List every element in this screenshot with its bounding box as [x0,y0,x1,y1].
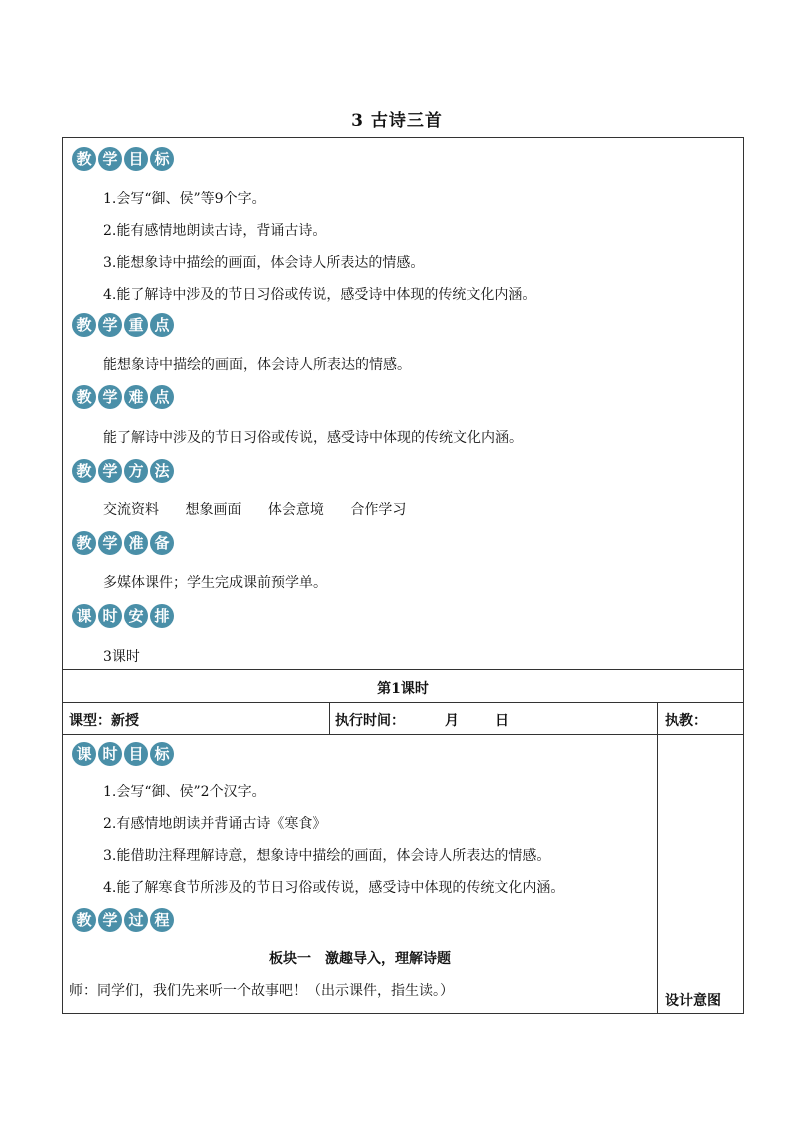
lesson-title: 第1课时 [377,681,429,697]
lesson-type: 课型：新授 [69,713,139,729]
heading-char: 教 [72,531,96,555]
heading-char: 教 [72,385,96,409]
heading-char: 过 [124,908,148,932]
divider [63,734,743,735]
lesson-goal-item: 1.会写“御、侯”2个汉字。 [103,784,266,800]
heading-char: 学 [98,908,122,932]
heading-char: 学 [98,385,122,409]
heading-char: 教 [72,908,96,932]
divider [63,669,743,670]
difficult-point-text: 能了解诗中涉及的节日习俗或传说，感受诗中体现的传统文化内涵。 [103,430,523,446]
block-title: 板块一 激趣导入，理解诗题 [269,951,451,967]
section-heading-key [72,313,174,339]
heading-char: 安 [124,604,148,628]
goal-item: 2.能有感情地朗读古诗，背诵古诗。 [103,223,327,239]
heading-char: 标 [150,147,174,171]
execution-time-label: 执行时间： [335,713,405,729]
heading-char: 课 [72,604,96,628]
heading-char: 法 [150,459,174,483]
goal-item: 3.能想象诗中描绘的画面，体会诗人所表达的情感。 [103,255,425,271]
heading-char: 学 [98,147,122,171]
day-label: 日 [495,713,509,729]
heading-char: 重 [124,313,148,337]
divider [63,702,743,703]
heading-char: 时 [98,604,122,628]
method-item: 交流资料 [103,502,159,518]
key-point-text: 能想象诗中描绘的画面，体会诗人所表达的情感。 [103,357,411,373]
heading-char: 程 [150,908,174,932]
heading-char: 方 [124,459,148,483]
section-heading-schedule [72,604,174,630]
method-item: 体会意境 [267,502,324,518]
heading-char: 学 [98,313,122,337]
heading-char: 备 [150,531,174,555]
lesson-plan-table [62,137,744,1014]
goal-item: 1.会写“御、侯”等9个字。 [103,191,266,207]
heading-char: 教 [72,313,96,337]
section-heading-lesson-goals [72,742,174,768]
heading-char: 教 [72,459,96,483]
method-item: 合作学习 [350,502,407,518]
heading-char: 教 [72,147,96,171]
execution-time [335,710,509,730]
heading-char: 难 [124,385,148,409]
design-intent-label: 设计意图 [665,993,721,1009]
heading-char: 排 [150,604,174,628]
section-heading-difficult [72,385,174,411]
month-label: 月 [445,713,459,729]
section-heading-methods [72,459,174,485]
heading-char: 学 [98,531,122,555]
page-title: 3 古诗三首 [351,111,443,131]
heading-char: 目 [124,742,148,766]
lesson-goal-item: 3.能借助注释理解诗意，想象诗中描绘的画面，体会诗人所表达的情感。 [103,848,551,864]
method-item: 想象画面 [185,502,242,518]
lesson-goal-item: 2.有感情地朗读并背诵古诗《寒食》 [103,816,327,832]
heading-char: 准 [124,531,148,555]
goal-item: 4.能了解诗中涉及的节日习俗或传说，感受诗中体现的传统文化内涵。 [103,287,537,303]
teacher-label: 执教： [665,713,707,729]
heading-char: 目 [124,147,148,171]
teacher-line: 师：同学们，我们先来听一个故事吧！（出示课件，指生读。） [69,983,454,999]
heading-char: 学 [98,459,122,483]
divider [329,702,330,734]
section-heading-goals [72,147,174,173]
methods-list [103,499,406,519]
section-heading-prep [72,531,174,557]
prep-text: 多媒体课件；学生完成课前预学单。 [103,575,327,591]
heading-char: 课 [72,742,96,766]
heading-char: 时 [98,742,122,766]
lesson-goal-item: 4.能了解寒食节所涉及的节日习俗或传说，感受诗中体现的传统文化内涵。 [103,880,565,896]
heading-char: 点 [150,313,174,337]
divider [657,702,658,1014]
heading-char: 标 [150,742,174,766]
schedule-text: 3课时 [103,649,140,665]
heading-char: 点 [150,385,174,409]
section-heading-process [72,908,174,934]
